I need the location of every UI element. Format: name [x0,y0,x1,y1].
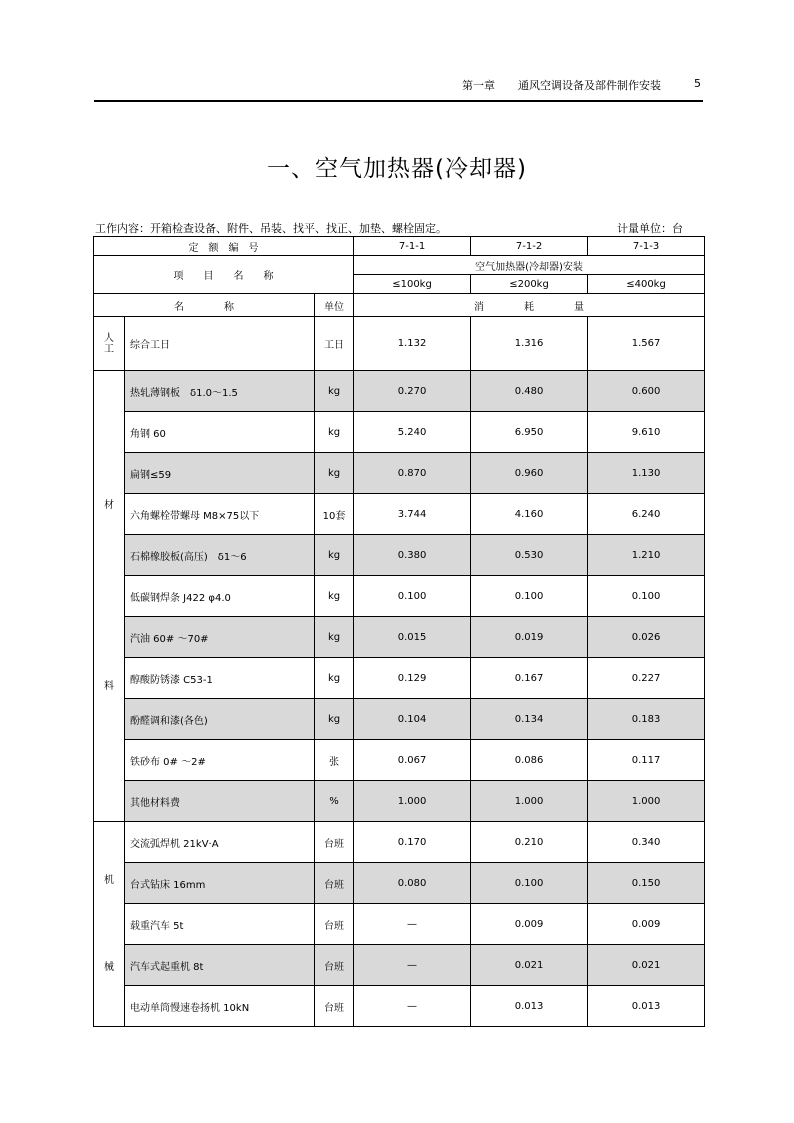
consumption-value: 0.019 [471,617,588,658]
table-row [94,945,705,986]
consumption-value: 0.104 [354,699,471,740]
item-name: 六角螺栓带螺母 M8×75以下 [125,494,315,535]
item-unit: 台班 [315,986,354,1027]
item-unit: kg [315,699,354,740]
category-label: 料 [104,680,114,692]
consumption-value: 0.340 [588,822,705,863]
consumption-value: 0.026 [588,617,705,658]
item-unit: kg [315,371,354,412]
consumption-value: — [354,945,471,986]
item-name: 石棉橡胶板(高压) δ1～6 [125,535,315,576]
table-row [94,781,705,822]
item-unit: 台班 [315,945,354,986]
item-unit: kg [315,412,354,453]
item-name: 铁砂布 0# ～2# [125,740,315,781]
consumption-value: 1.130 [588,453,705,494]
quota-code: 7-1-3 [588,237,705,256]
item-unit: % [315,781,354,822]
column-header-consumption: 消 耗 量 [354,294,705,317]
item-name: 汽油 60# ～70# [125,617,315,658]
column-header-unit: 单位 [315,294,354,317]
consumption-value: 1.132 [354,317,471,371]
table-row [94,658,705,699]
item-unit: kg [315,576,354,617]
category-label: 机 [104,874,114,886]
consumption-value: 0.009 [471,904,588,945]
item-unit: kg [315,658,354,699]
consumption-value: 9.610 [588,412,705,453]
consumption-value: 0.086 [471,740,588,781]
table-row [94,412,705,453]
table-row [94,699,705,740]
consumption-value: 0.009 [588,904,705,945]
item-unit: 台班 [315,822,354,863]
consumption-value: 0.067 [354,740,471,781]
consumption-value: 1.567 [588,317,705,371]
item-unit: kg [315,617,354,658]
category-label: 械 [104,962,114,974]
item-unit: 10套 [315,494,354,535]
consumption-value: 0.870 [354,453,471,494]
quota-number-label: 定 额 编 号 [94,237,354,256]
item-name: 台式钻床 16mm [125,863,315,904]
quota-code: 7-1-2 [471,237,588,256]
item-name: 汽车式起重机 8t [125,945,315,986]
consumption-value: 1.316 [471,317,588,371]
table-row [94,535,705,576]
item-name: 热轧薄钢板 δ1.0～1.5 [125,371,315,412]
category-label: 工 [104,343,114,355]
consumption-value: 0.100 [471,863,588,904]
page-number: 5 [694,77,701,90]
consumption-value: 0.100 [354,576,471,617]
consumption-value: 0.134 [471,699,588,740]
page-header [94,75,703,99]
item-name: 酚醛调和漆(各色) [125,699,315,740]
consumption-value: 0.100 [471,576,588,617]
table-row [94,371,705,412]
consumption-value: 0.210 [471,822,588,863]
category-cell [94,371,125,822]
table-row [94,863,705,904]
item-name: 其他材料费 [125,781,315,822]
item-unit: 台班 [315,863,354,904]
item-group-title: 空气加热器(冷却器)安装 [354,256,705,275]
consumption-value: 6.240 [588,494,705,535]
column-header-row [94,294,705,317]
consumption-value: 1.210 [588,535,705,576]
spec-cell: ≤200kg [471,275,588,294]
page-title: 一、空气加热器(冷却器) [267,156,527,182]
item-name: 扁钢≤59 [125,453,315,494]
consumption-value: 0.960 [471,453,588,494]
consumption-value: 1.000 [471,781,588,822]
consumption-value: 0.129 [354,658,471,699]
consumption-value: — [354,986,471,1027]
consumption-value: 0.530 [471,535,588,576]
table-row [94,494,705,535]
consumption-value: 0.013 [588,986,705,1027]
item-name: 醇酸防锈漆 C53-1 [125,658,315,699]
consumption-value: 0.015 [354,617,471,658]
item-name: 载重汽车 5t [125,904,315,945]
consumption-value: 0.100 [588,576,705,617]
table-row [94,317,705,371]
consumption-value: 1.000 [354,781,471,822]
quota-code: 7-1-1 [354,237,471,256]
table-row [94,617,705,658]
consumption-value: 0.183 [588,699,705,740]
item-unit: 台班 [315,904,354,945]
consumption-value: 0.270 [354,371,471,412]
consumption-value: 3.744 [354,494,471,535]
measurement-unit: 计量单位：台 [617,222,683,235]
consumption-value: 0.227 [588,658,705,699]
item-unit: 工日 [315,317,354,371]
column-header-name: 名 称 [94,294,315,317]
consumption-value: 6.950 [471,412,588,453]
consumption-value: 0.167 [471,658,588,699]
item-unit: kg [315,535,354,576]
consumption-value: 0.380 [354,535,471,576]
item-unit: 张 [315,740,354,781]
consumption-value: 0.117 [588,740,705,781]
category-cell [94,317,125,371]
chapter-label: 第一章 [462,79,495,92]
table-row [94,904,705,945]
item-name: 交流弧焊机 21kV·A [125,822,315,863]
item-name: 综合工日 [125,317,315,371]
category-label: 人 [104,332,114,344]
work-content: 工作内容：开箱检查设备、附件、吊装、找平、找正、加垫、螺栓固定。 [95,222,447,235]
consumption-value: 0.600 [588,371,705,412]
consumption-value: 0.080 [354,863,471,904]
table-row [94,453,705,494]
table-row [94,740,705,781]
item-name: 角钢 60 [125,412,315,453]
consumption-value: 0.480 [471,371,588,412]
consumption-value: 4.160 [471,494,588,535]
table-row [94,822,705,863]
header-divider [94,100,703,102]
quota-code-row [94,237,705,256]
spec-cell: ≤100kg [354,275,471,294]
section-title: 通风空调设备及部件制作安装 [518,79,661,92]
consumption-value: 0.013 [471,986,588,1027]
consumption-value: 0.021 [588,945,705,986]
spec-cell: ≤400kg [588,275,705,294]
item-name-label: 项 目 名 称 [94,256,354,294]
table-row [94,986,705,1027]
consumption-value: 1.000 [588,781,705,822]
consumption-value: 0.021 [471,945,588,986]
consumption-value: — [354,904,471,945]
item-name: 低碳钢焊条 J422 φ4.0 [125,576,315,617]
consumption-value: 0.170 [354,822,471,863]
item-group-row [94,256,705,275]
consumption-value: 0.150 [588,863,705,904]
category-cell [94,822,125,1027]
consumption-value: 5.240 [354,412,471,453]
item-unit: kg [315,453,354,494]
category-label: 材 [104,500,114,512]
item-name: 电动单筒慢速卷扬机 10kN [125,986,315,1027]
quota-table [93,236,705,1027]
table-row [94,576,705,617]
